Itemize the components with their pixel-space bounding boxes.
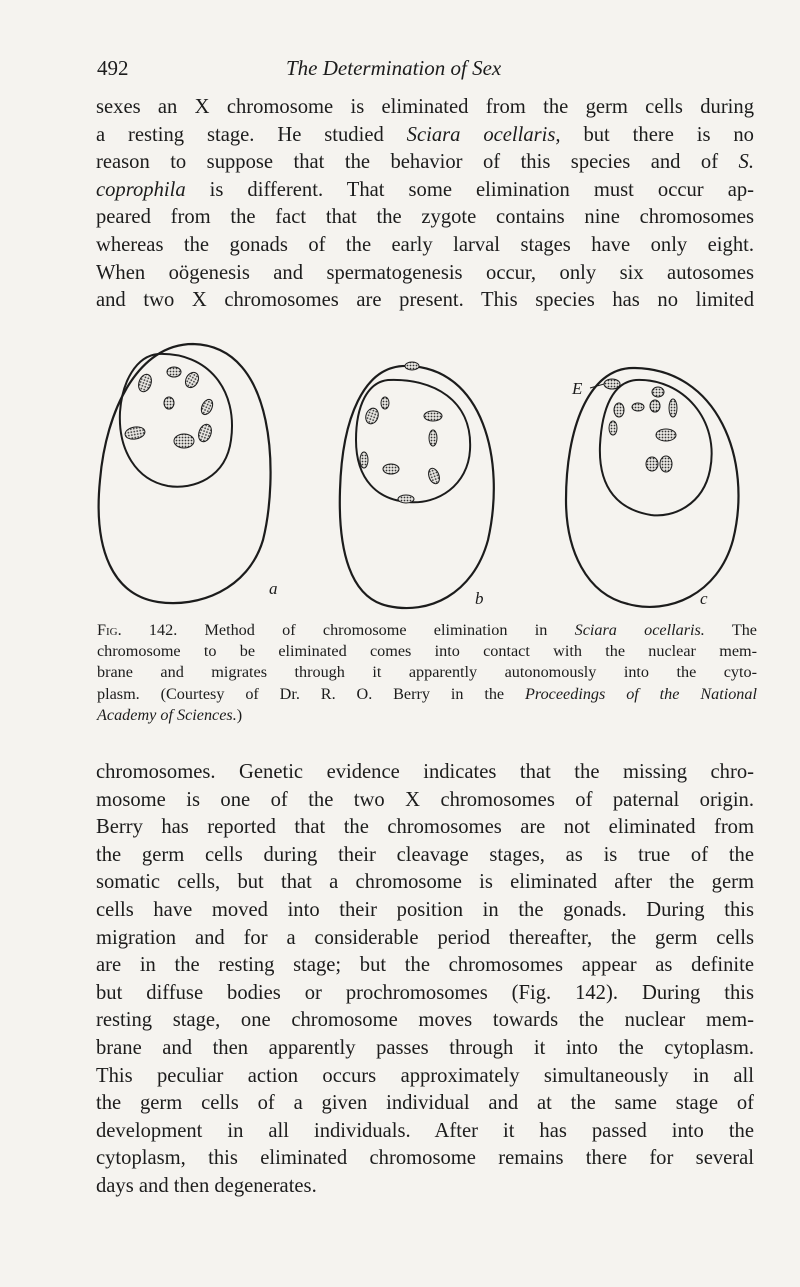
text-line-end: is different. That some elimination must occur ap- (185, 178, 754, 201)
figure-label: Fig. 142. (97, 621, 178, 639)
chromosome (609, 421, 617, 435)
caption-text: The (704, 621, 757, 639)
caption-text: Method of chromosome elimination in (177, 621, 575, 639)
chromosome (646, 457, 658, 471)
chromosome (660, 456, 672, 472)
text-line: days and then degenerates. (96, 1174, 317, 1197)
chromosome (164, 397, 174, 409)
cell-a (99, 344, 278, 603)
text-line (96, 149, 754, 177)
panel-label-a: a (269, 579, 278, 598)
text-line: resting stage, one chromosome moves towards the nuclear mem- (96, 1009, 754, 1032)
text-line: migration and for a considerable period thereafter, the germ cells (96, 926, 754, 949)
caption-line (97, 684, 757, 705)
caption-line (97, 705, 757, 726)
chromosome (174, 434, 194, 448)
chromosome-elimination-illustration (88, 340, 758, 618)
chromosome (398, 495, 414, 503)
figure-caption (97, 620, 757, 726)
text-line: brane and then apparently passes through it into the cytoplasm. (96, 1036, 754, 1059)
chromosome (652, 387, 664, 397)
chromosome (632, 403, 644, 411)
chromosome (424, 411, 442, 421)
text-line: development in all individuals. After it has passed into the (96, 1119, 754, 1142)
chromosome (429, 430, 437, 446)
cell-membrane (99, 344, 271, 603)
caption-species: Sciara ocellaris. (574, 621, 705, 639)
species-abbrev: S. (738, 151, 754, 174)
chromosome (124, 425, 146, 440)
text-line: the germ cells during their cleavage stages, as is true of the (96, 843, 754, 866)
text-line: When oögenesis and spermatogenesis occur, only six autosomes (96, 261, 754, 284)
chromosome (614, 403, 624, 417)
chromosome (196, 422, 213, 443)
text-line-start: a resting stage. He studied (96, 123, 407, 146)
caption-text: ) (236, 705, 243, 724)
text-line: cells have moved into their position in the gonads. During this (96, 898, 754, 921)
text-line: and two X chromosomes are present. This species has no limited (96, 289, 754, 312)
text-line: This peculiar action occurs approximately simultaneously in all (96, 1064, 754, 1087)
text-line: cytoplasm, this eliminated chromosome remains there for several (96, 1147, 754, 1170)
text-line: somatic cells, but that a chromosome is eliminated after the germ (96, 871, 754, 894)
text-line: but diffuse bodies or prochromosomes (Fig. 142). During this (96, 981, 754, 1004)
panel-label-b: b (475, 589, 484, 608)
panel-label-e: E (572, 379, 583, 398)
text-line: chromosomes. Genetic evidence indicates that the missing chro- (96, 761, 754, 783)
chromosome (656, 429, 676, 441)
chromosome (136, 372, 153, 393)
eliminated-chromosome (604, 379, 620, 389)
text-line: sexes an X chromosome is eliminated from the germ cells during (96, 96, 754, 118)
caption-line: brane and migrates through it apparently autonomously into the cyto- (97, 663, 757, 682)
caption-line (97, 620, 757, 641)
text-line (96, 177, 754, 205)
panel-label-c: c (700, 589, 708, 608)
chromosome (364, 406, 381, 425)
chromosome (650, 400, 660, 412)
paragraph-1 (96, 94, 754, 315)
chromosome (405, 362, 419, 370)
caption-source: Academy of Sciences. (97, 705, 237, 724)
chromosome (199, 398, 215, 417)
chromosome (383, 464, 399, 474)
text-line (96, 122, 754, 150)
caption-text: plasm. (Courtesy of Dr. R. O. Berry in the (97, 684, 525, 703)
cell-c (566, 368, 738, 608)
chromosome (183, 370, 201, 390)
page-number: 492 (97, 56, 129, 80)
chromosome (381, 397, 389, 409)
species-name: Sciara ocellaris, (406, 123, 561, 146)
nucleus-membrane (356, 380, 470, 502)
chromosome (427, 467, 442, 485)
text-line: the germ cells of a given individual and at the same stage of (96, 1092, 754, 1115)
running-title: The Determination of Sex (286, 56, 502, 80)
cell-b (340, 362, 494, 608)
text-line: Berry has reported that the chromosomes are not eliminated from (96, 816, 754, 839)
text-line: mosome is one of the two X chromosomes of paternal origin. (96, 788, 754, 811)
caption-line: chromosome to be eliminated comes into contact with the nuclear mem- (97, 642, 757, 661)
caption-source: Proceedings of the National (525, 684, 757, 703)
chromosome (360, 452, 368, 468)
text-line: whereas the gonads of the early larval stages have only eight. (96, 233, 754, 256)
paragraph-2 (96, 759, 754, 1201)
species-epithet: coprophila (96, 178, 186, 201)
text-line: are in the resting stage; but the chromosomes appear as definite (96, 954, 754, 977)
page-header (97, 56, 757, 86)
chromosome (669, 399, 677, 417)
chromosome (167, 367, 181, 377)
figure-142 (88, 340, 758, 618)
text-line-end: but there is no (560, 123, 754, 146)
text-line-start: reason to suppose that the behavior of this species and of (96, 151, 739, 174)
text-line: peared from the fact that the zygote contains nine chromosomes (96, 206, 754, 229)
